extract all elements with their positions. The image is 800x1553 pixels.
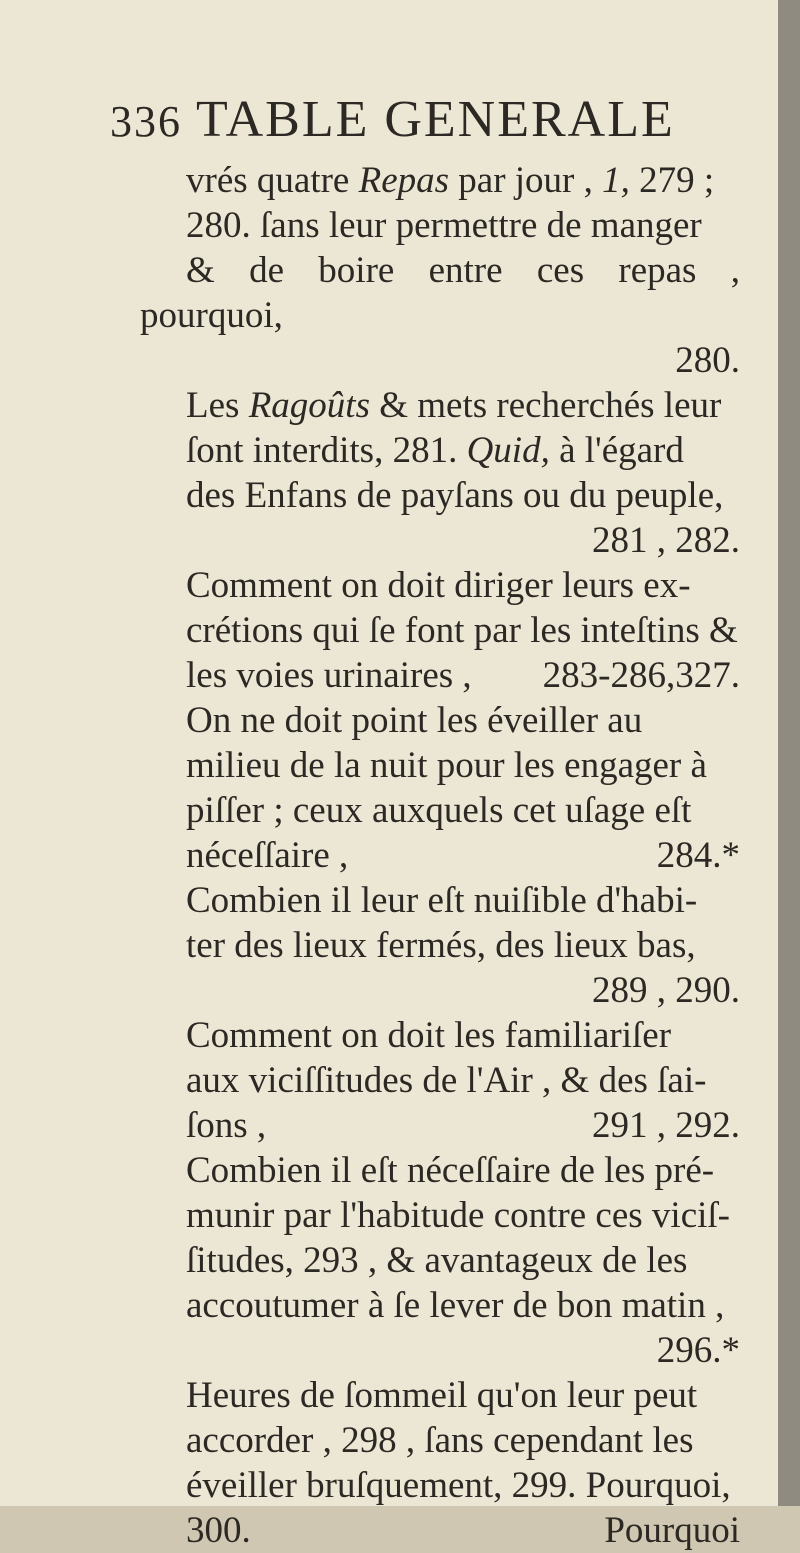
entry-line: Les Ragoûts & mets recherchés leur: [186, 385, 722, 426]
entry-line: crétions qui ſe font par les inteſtins &: [186, 610, 738, 651]
entry-line: ſont interdits, 281. Quid, à l'égard: [186, 430, 684, 471]
entry-line: accoutumer à ſe lever de bon matin ,: [186, 1285, 725, 1326]
page-reference: 281 , 282.: [592, 520, 740, 561]
entry-line: 300. Pourquoi: [186, 1510, 740, 1551]
entry-line: Comment on doit les familiariſer: [186, 1015, 672, 1056]
page-reference: 284.*: [656, 835, 740, 876]
entry-line: néceſſaire , 284.*: [186, 835, 740, 876]
index-entry: [140, 698, 740, 878]
entry-line: & de boire entre ces repas , pourquoi,: [140, 250, 740, 336]
page-reference: 283-286,327.: [542, 655, 740, 696]
entry-line: vrés quatre Repas par jour , 1, 279 ;: [186, 160, 715, 201]
header-title: TABLE GENERALE: [196, 91, 675, 148]
page-edge: [778, 0, 800, 1506]
index-entry: [140, 563, 740, 698]
index-entry: [140, 383, 740, 563]
running-header: [110, 90, 730, 149]
index-entry: [140, 1013, 740, 1148]
page-number: 336: [110, 97, 182, 146]
page-reference: 280.: [675, 340, 740, 381]
entry-line: 280. ſans leur permettre de manger: [186, 205, 702, 246]
entry-line: ter des lieux fermés, des lieux bas,: [186, 925, 696, 966]
page-reference: 296.*: [656, 1330, 740, 1371]
entry-line: ſitudes, 293 , & avantageux de les: [186, 1240, 688, 1281]
entry-line: milieu de la nuit pour les engager à: [186, 745, 707, 786]
index-entry: [140, 158, 740, 383]
page-reference: 291 , 292.: [592, 1105, 740, 1146]
index-entry: [140, 1148, 740, 1373]
entry-line: Combien il leur eſt nuiſible d'habi-: [186, 880, 698, 921]
entry-line: Combien il eſt néceſſaire de les pré-: [186, 1150, 715, 1191]
page-reference: 289 , 290.: [592, 970, 740, 1011]
entry-line: munir par l'habitude contre ces viciſ-: [186, 1195, 730, 1236]
entry-line: les voies urinaires , 283-286,327.: [186, 655, 740, 696]
catchword: Pourquoi: [604, 1510, 740, 1551]
entry-line: piſſer ; ceux auxquels cet uſage eſt: [186, 790, 692, 831]
entry-line: accorder , 298 , ſans cependant les: [186, 1420, 694, 1461]
entry-line: des Enfans de payſans ou du peuple,: [186, 475, 724, 516]
entry-line: éveiller bruſquement, 299. Pourquoi,: [186, 1465, 731, 1506]
entry-line: On ne doit point les éveiller au: [186, 700, 643, 741]
entry-line: aux viciſſitudes de l'Air , & des ſai-: [186, 1060, 707, 1101]
index-entry: [140, 878, 740, 1013]
entry-line: ſons , 291 , 292.: [186, 1105, 740, 1146]
index-text: [140, 158, 740, 1553]
entry-line: Comment on doit diriger leurs ex-: [186, 565, 691, 606]
entry-line: Heures de ſommeil qu'on leur peut: [186, 1375, 698, 1416]
index-entry: [140, 1373, 740, 1553]
